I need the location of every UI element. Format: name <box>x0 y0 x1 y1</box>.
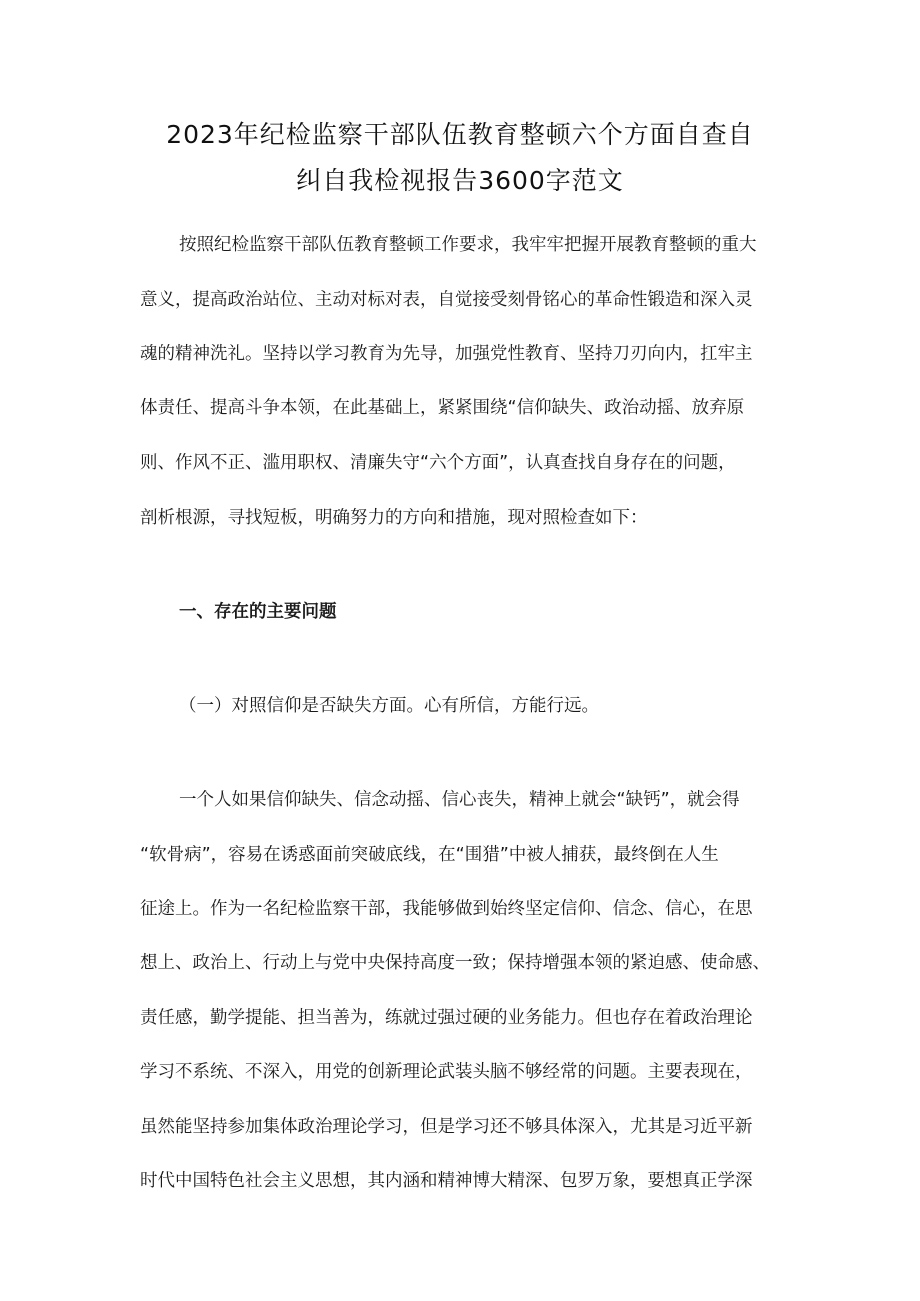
intro-line: 剖析根源，寻找短板，明确努力的方向和措施，现对照检查如下： <box>140 508 648 528</box>
section-heading: 一、存在的主要问题 <box>179 602 337 622</box>
intro-line: 体责任、提高斗争本领，在此基础上，紧紧围绕“信仰缺失、政治动摇、放弃原 <box>140 398 745 418</box>
body-line: 一个人如果信仰缺失、信念动摇、信心丧失，精神上就会“缺钙”，就会得 <box>179 790 740 810</box>
intro-line: 意义，提高政治站位、主动对标对表，自觉接受刻骨铭心的革命性锻造和深入灵 <box>140 290 753 310</box>
document-title <box>0 112 920 204</box>
body-line: “软骨病”，容易在诱惑面前突破底线，在“围猎”中被人捕获，最终倒在人生 <box>140 845 719 865</box>
title-line-1: 2023年纪检监察干部队伍教育整顿六个方面自查自 <box>166 120 754 149</box>
body-line: 学习不系统、不深入，用党的创新理论武装头脑不够经常的问题。主要表现在， <box>140 1062 753 1082</box>
body-line: 责任感，勤学提能、担当善为，练就过强过硬的业务能力。但也存在着政治理论 <box>140 1008 753 1028</box>
subsection-heading: （一）对照信仰是否缺失方面。心有所信，方能行远。 <box>179 696 599 716</box>
title-line-2: 纠自我检视报告3600字范文 <box>296 166 624 195</box>
body-line: 时代中国特色社会主义思想，其内涵和精神博大精深、包罗万象，要想真正学深 <box>140 1171 753 1191</box>
body-line: 虽然能坚持参加集体政治理论学习，但是学习还不够具体深入，尤其是习近平新 <box>140 1117 753 1137</box>
body-line: 征途上。作为一名纪检监察干部，我能够做到始终坚定信仰、信念、信心，在思 <box>140 899 753 919</box>
body-line: 想上、政治上、行动上与党中央保持高度一致；保持增强本领的紧迫感、使命感、 <box>140 953 770 973</box>
intro-line: 魂的精神洗礼。坚持以学习教育为先导，加强党性教育、坚持刀刃向内，扛牢主 <box>140 344 753 364</box>
intro-line: 按照纪检监察干部队伍教育整顿工作要求，我牢牢把握开展教育整顿的重大 <box>179 235 757 255</box>
intro-line: 则、作风不正、滥用职权、清廉失守“六个方面”，认真查找自身存在的问题， <box>140 453 736 473</box>
